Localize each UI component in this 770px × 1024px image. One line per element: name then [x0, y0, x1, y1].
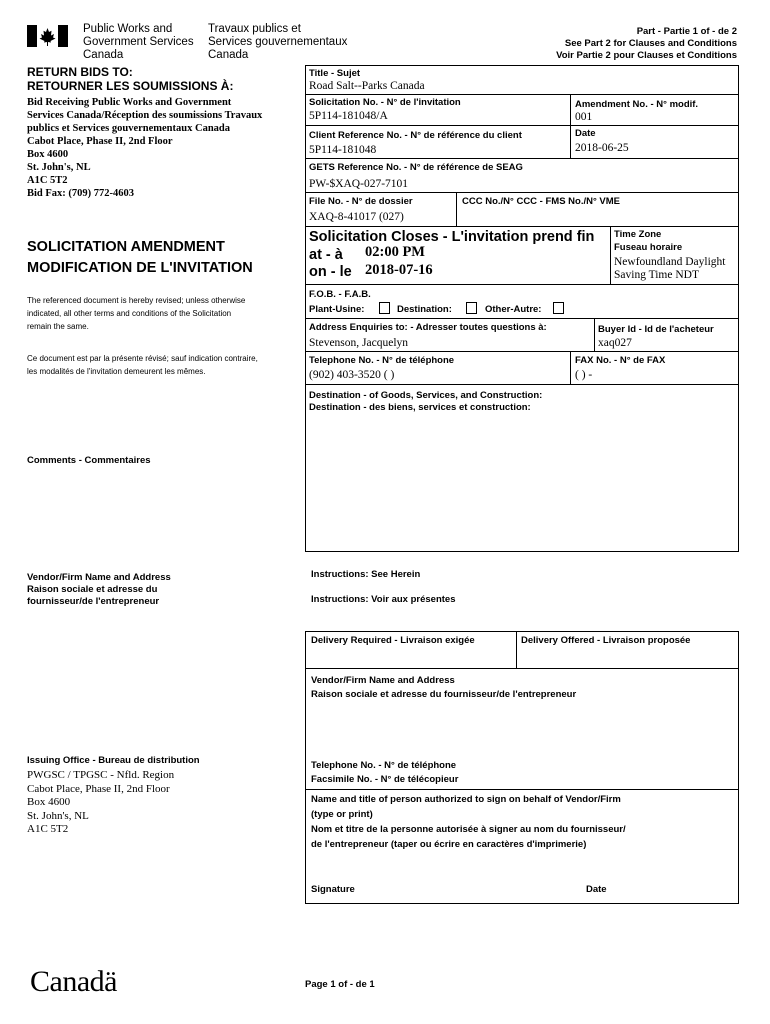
file-number-label: File No. - N° de dossier — [309, 196, 413, 207]
canada-wordmark: Canadä — [30, 965, 117, 998]
client-reference-value: 5P114-181048 — [309, 144, 377, 156]
amendment-number-value: 001 — [575, 111, 593, 123]
form-rule — [305, 158, 739, 159]
date-label: Date — [575, 128, 596, 139]
amendment-paragraph-fr: Ce document est par la présente révisé; sauf indication contraire, les modalités de l'invitation demeurent les mêmes. — [27, 354, 258, 376]
solicitation-number-value: 5P114-181048/A — [309, 110, 388, 122]
client-reference-label: Client Reference No. - N° de référence du client — [309, 130, 522, 141]
authorized-signer-label: Name and title of person authorized to sign on behalf of Vendor/Firm (type or print) Nom et titre de la personne autorisée à signer au nom du fournisseur/ de l'entrepreneur (taper ou écrire en caractères d'imprimerie) — [311, 794, 626, 850]
date-value: 2018-06-25 — [575, 142, 629, 154]
title-label: Title - Sujet — [309, 68, 361, 79]
fax-value: ( ) - — [575, 369, 593, 381]
gets-reference-label: GETS Reference No. - N° de référence de SEAG — [309, 162, 523, 173]
form-divider — [516, 631, 517, 668]
destination-label: Destination: — [397, 304, 452, 315]
vendor-label-left: Vendor/Firm Name and Address Raison sociale et adresse du fournisseur/de l'entrepreneur — [27, 572, 171, 607]
form-rule — [305, 668, 739, 669]
form-rule — [305, 94, 739, 95]
part-header: Part - Partie 1 of - de 2 See Part 2 for Clauses and Conditions Voir Partie 2 pour Clauses et Conditions — [556, 26, 737, 61]
form-rule — [305, 318, 739, 319]
issuing-office-label: Issuing Office - Bureau de distribution — [27, 755, 200, 766]
destination-checkbox[interactable] — [466, 302, 477, 314]
telephone-label: Telephone No. - N° de téléphone — [309, 355, 455, 366]
ccc-number-label: CCC No./N° CCC - FMS No./N° VME — [462, 196, 621, 207]
form-divider — [610, 226, 611, 284]
form-rule — [305, 192, 739, 193]
closes-time-value: 02:00 PM — [365, 244, 425, 260]
canada-flag-icon — [27, 25, 68, 47]
instructions-fr: Instructions: Voir aux présentes — [311, 594, 456, 605]
title-value: Road Salt--Parks Canada — [309, 80, 425, 92]
vendor-name-address-label: Vendor/Firm Name and Address Raison sociale et adresse du fournisseur/de l'entrepreneur — [311, 675, 577, 700]
amendment-paragraph-en: The referenced document is hereby revised; unless otherwise indicated, all other terms and conditions of the Solicitation remain the same. — [27, 296, 246, 331]
department-name-fr: Travaux publics et Services gouvernementaux Canada — [208, 23, 348, 61]
other-autre-label: Other-Autre: — [485, 304, 542, 315]
form-rule — [305, 284, 739, 285]
plant-usine-label: Plant-Usine: — [309, 304, 365, 315]
signature-date-label: Date — [586, 884, 607, 895]
vendor-facsimile-label: Facsimile No. - N° de télécopieur — [311, 774, 459, 785]
fax-label: FAX No. - N° de FAX — [575, 355, 666, 366]
file-number-value: XAQ-8-41017 (027) — [309, 211, 404, 223]
vendor-telephone-label: Telephone No. - N° de téléphone — [311, 760, 457, 771]
other-autre-checkbox[interactable] — [553, 302, 564, 314]
amendment-title: SOLICITATION AMENDMENT MODIFICATION DE L'INVITATION — [27, 239, 253, 276]
amendment-number-label: Amendment No. - N° modif. — [575, 99, 699, 110]
closes-on-label: on - le — [309, 264, 352, 280]
solicitation-closes-label: Solicitation Closes - L'invitation prend fin — [309, 229, 595, 245]
telephone-value: (902) 403-3520 ( ) — [309, 369, 395, 381]
form-divider — [570, 351, 571, 384]
form-rule — [305, 384, 739, 385]
time-zone-value: Newfoundland Daylight Saving Time NDT — [614, 256, 726, 281]
form-rule — [305, 125, 739, 126]
comments-label: Comments - Commentaires — [27, 455, 151, 466]
buyer-id-value: xaq027 — [598, 337, 632, 349]
form-rule — [305, 226, 739, 227]
form-divider — [594, 318, 595, 351]
destination-goods-label: Destination - of Goods, Services, and Construction: Destination - des biens, services et construction: — [309, 390, 543, 413]
form-rule — [305, 351, 739, 352]
fob-label: F.O.B. - F.A.B. — [309, 289, 371, 300]
delivery-offered-label: Delivery Offered - Livraison proposée — [521, 635, 691, 646]
delivery-required-label: Delivery Required - Livraison exigée — [311, 635, 475, 646]
form-divider — [456, 192, 457, 226]
signature-label: Signature — [311, 884, 355, 895]
address-enquiries-label: Address Enquiries to: - Adresser toutes questions à: — [309, 322, 547, 333]
closes-at-label: at - à — [309, 247, 343, 263]
time-zone-label: Time Zone Fuseau horaire — [614, 229, 683, 253]
form-rule — [305, 789, 739, 790]
plant-usine-checkbox[interactable] — [379, 302, 390, 314]
form-divider — [570, 94, 571, 158]
issuing-office-address: PWGSC / TPGSC - Nfld. Region Cabot Place, Phase II, 2nd Floor Box 4600 St. John's, NL A1C 5T2 — [27, 769, 175, 835]
buyer-id-label: Buyer Id - Id de l'acheteur — [598, 324, 714, 335]
page-number: Page 1 of - de 1 — [305, 979, 375, 990]
department-name-en: Public Works and Government Services Canada — [83, 23, 194, 61]
closes-date-value: 2018-07-16 — [365, 262, 433, 278]
gets-reference-value: PW-$XAQ-027-7101 — [309, 178, 409, 190]
return-bids-title: RETURN BIDS TO: RETOURNER LES SOUMISSIONS À: — [27, 65, 234, 93]
instructions-en: Instructions: See Herein — [311, 569, 421, 580]
solicitation-number-label: Solicitation No. - N° de l'invitation — [309, 97, 461, 108]
address-enquiries-value: Stevenson, Jacquelyn — [309, 337, 409, 349]
return-bids-address: Bid Receiving Public Works and Government Services Canada/Réception des soumissions Travaux publics et Services gouvernementaux Canada Cabot Place, Phase II, 2nd Floor Box 4600 St. John's, NL A1C 5T2 Bid Fax: (709) 772-4603 — [27, 97, 263, 199]
